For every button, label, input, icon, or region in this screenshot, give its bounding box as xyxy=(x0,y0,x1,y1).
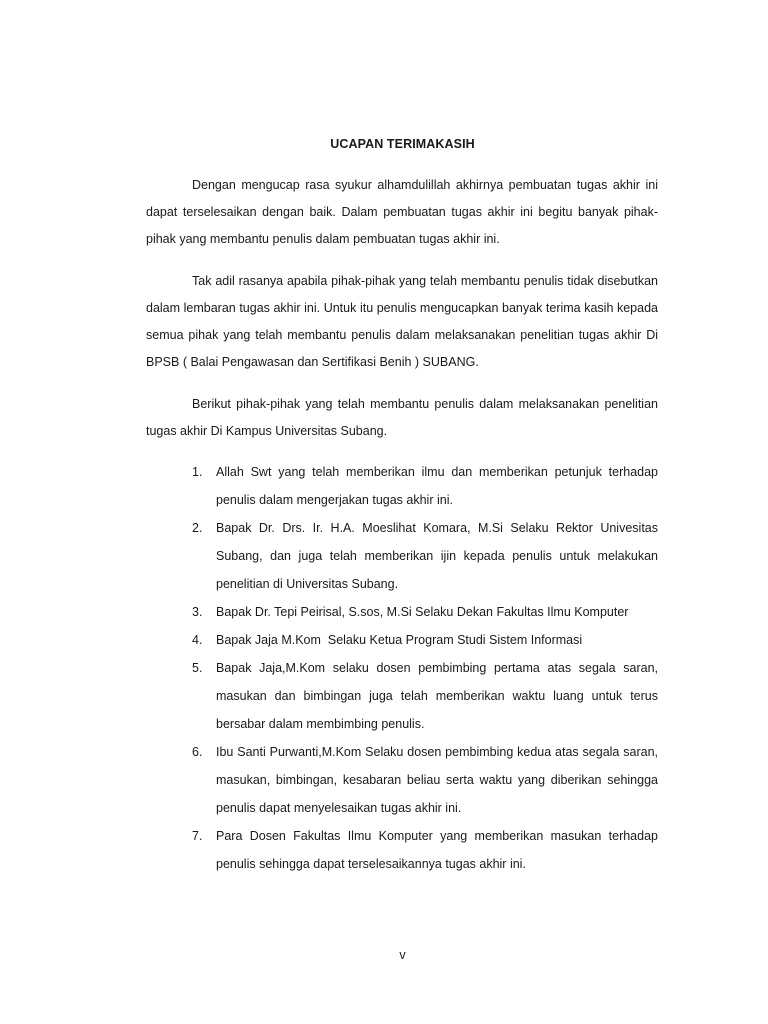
paragraph-opening: Dengan mengucap rasa syukur alhamdulillah akhirnya pembuatan tugas akhir ini dapat terselesaikan dengan baik. Dalam pembuatan tugas akhir ini begitu banyak pihak-pihak yang membantu penulis dalam pembuatan tugas akhir ini. xyxy=(146,178,658,246)
list-item xyxy=(146,626,658,654)
list-item xyxy=(146,738,658,822)
list-item-text: Bapak Jaja M.Kom Selaku Ketua Program Studi Sistem Informasi xyxy=(216,633,583,647)
list-item-text: Para Dosen Fakultas Ilmu Komputer yang memberikan masukan terhadap penulis sehingga dapat terselesaikannya tugas akhir ini. xyxy=(216,829,658,871)
acknowledgement-list xyxy=(146,458,658,878)
list-item-number: 5. xyxy=(192,661,203,675)
list-item-text: Ibu Santi Purwanti,M.Kom Selaku dosen pembimbing kedua atas segala saran, masukan, bimbingan, kesabaran beliau serta waktu yang diberikan sehingga penulis dapat menyelesaikan tugas akhir ini. xyxy=(216,745,658,815)
list-item-text: Bapak Dr. Tepi Peirisal, S.sos, M.Si Selaku Dekan Fakultas Ilmu Komputer xyxy=(216,605,629,619)
list-item xyxy=(146,598,658,626)
list-item-number: 4. xyxy=(192,633,203,647)
page-number: v xyxy=(399,948,406,962)
list-item-number: 2. xyxy=(192,521,203,535)
paragraph-thanks: Tak adil rasanya apabila pihak-pihak yang telah membantu penulis tidak disebutkan dalam lembaran tugas akhir ini. Untuk itu penulis mengucapkan banyak terima kasih kepada semua pihak yang telah membantu penulis dalam melaksanakan penelitian tugas akhir Di BPSB ( Balai Pengawasan dan Sertifikasi Benih ) SUBANG. xyxy=(146,274,658,369)
list-item xyxy=(146,822,658,878)
list-item-number: 3. xyxy=(192,605,203,619)
paragraph-intro-list: Berikut pihak-pihak yang telah membantu penulis dalam melaksanakan penelitian tugas akhir Di Kampus Universitas Subang. xyxy=(146,397,658,438)
list-item-number: 6. xyxy=(192,745,203,759)
list-item xyxy=(146,654,658,738)
list-item-text: Bapak Jaja,M.Kom selaku dosen pembimbing pertama atas segala saran, masukan dan bimbingan juga telah memberikan waktu luang untuk terus bersabar dalam membimbing penulis. xyxy=(216,661,658,731)
list-item-number: 7. xyxy=(192,829,203,843)
list-item-text: Allah Swt yang telah memberikan ilmu dan memberikan petunjuk terhadap penulis dalam mengerjakan tugas akhir ini. xyxy=(216,465,658,507)
list-item-text: Bapak Dr. Drs. Ir. H.A. Moeslihat Komara, M.Si Selaku Rektor Univesitas Subang, dan juga telah memberikan ijin kepada penulis untuk melakukan penelitian di Universitas Subang. xyxy=(216,521,658,591)
list-item xyxy=(146,514,658,598)
page-title: UCAPAN TERIMAKASIH xyxy=(330,137,475,151)
list-item xyxy=(146,458,658,514)
list-item-number: 1. xyxy=(192,465,203,479)
